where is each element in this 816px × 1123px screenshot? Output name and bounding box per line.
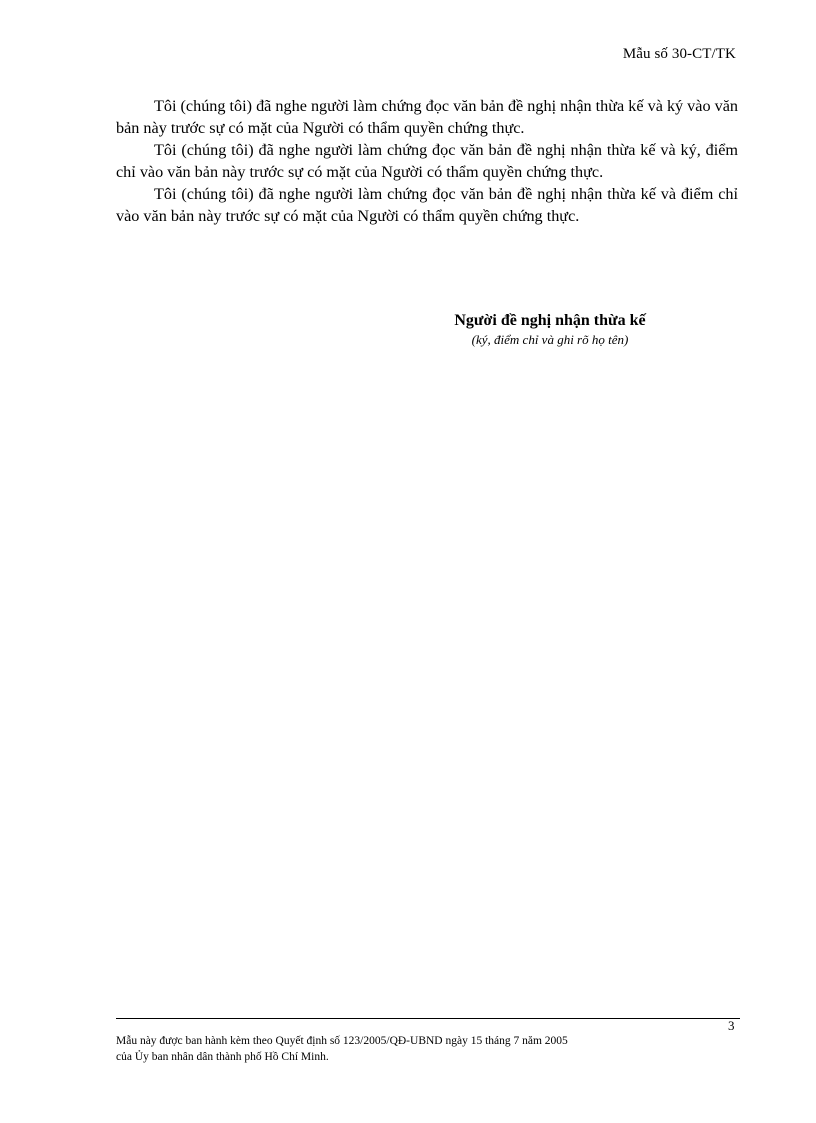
paragraph-fingerprint: Tôi (chúng tôi) đã nghe người làm chứng đọc văn bản đề nghị nhận thừa kế và điểm chỉ vào văn bản này trước sự có mặt của Người có thẩm quyền chứng thực.	[116, 185, 738, 225]
paragraph-sign-fingerprint: Tôi (chúng tôi) đã nghe người làm chứng đọc văn bản đề nghị nhận thừa kế và ký, điểm chỉ vào văn bản này trước sự có mặt của Người có thẩm quyền chứng thực.	[116, 141, 738, 181]
footer-note-line-1: Mẫu này được ban hành kèm theo Quyết định số 123/2005/QĐ-UBND ngày 15 tháng 7 năm 2005	[116, 1035, 568, 1047]
signature-block	[400, 311, 700, 349]
signature-note: (ký, điểm chỉ và ghi rõ họ tên)	[471, 332, 629, 347]
footer-note-line-2: của Ủy ban nhân dân thành phố Hồ Chí Minh.	[116, 1051, 329, 1063]
signature-title: Người đề nghị nhận thừa kế	[454, 312, 646, 329]
footer-note	[116, 1033, 736, 1065]
form-code: Mẫu số 30-CT/TK	[622, 46, 736, 62]
page-number: 3	[728, 1018, 735, 1033]
footer-divider	[116, 1018, 740, 1019]
paragraph-sign: Tôi (chúng tôi) đã nghe người làm chứng đọc văn bản đề nghị nhận thừa kế và ký vào văn bản này trước sự có mặt của Người có thẩm quyền chứng thực.	[116, 97, 738, 137]
document-body	[116, 95, 738, 227]
